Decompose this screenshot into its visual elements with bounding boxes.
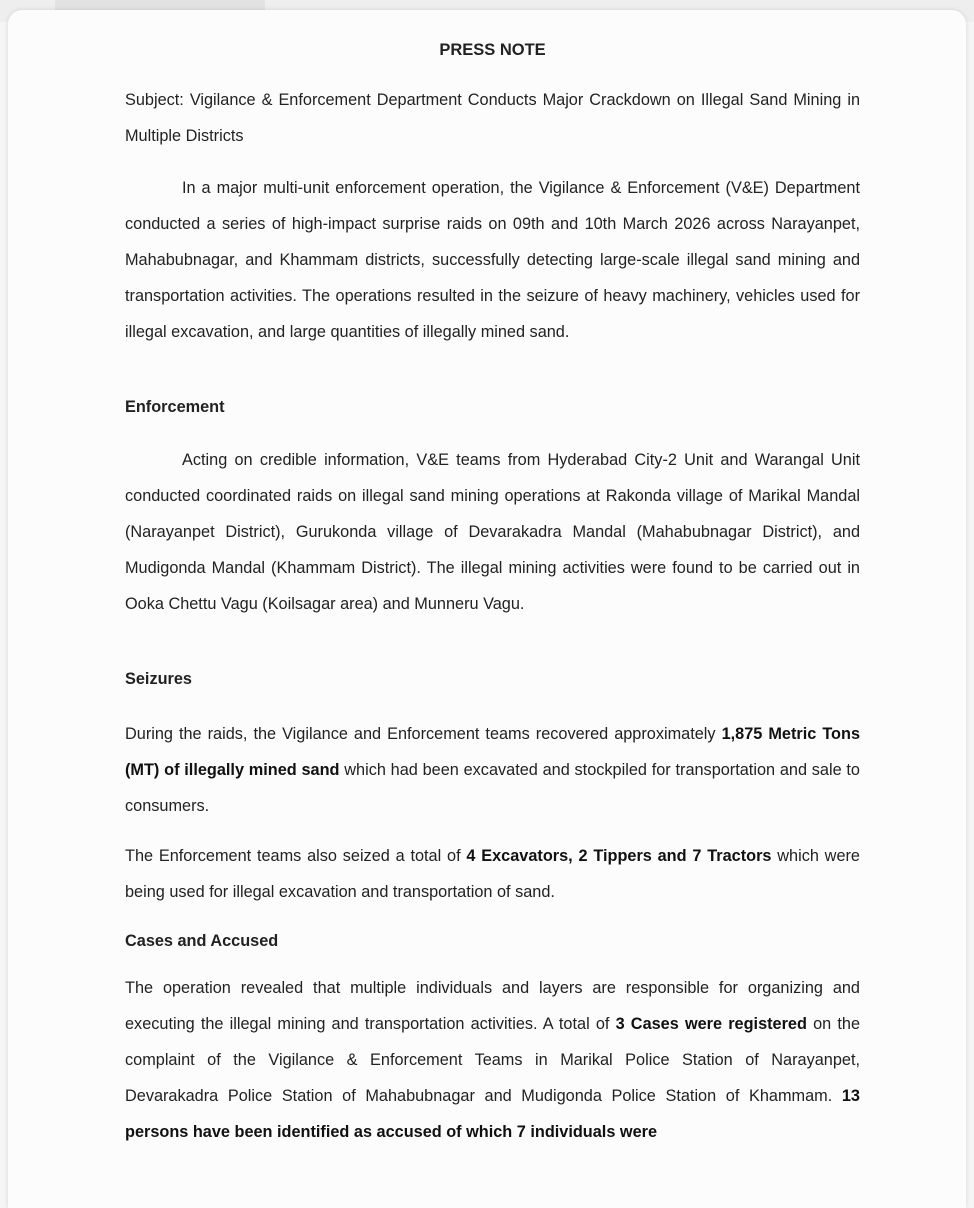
seizures-p2-text: The Enforcement teams also seized a total of <box>125 847 467 865</box>
vehicles-highlight: 4 Excavators, 2 Tippers and 7 Tractors <box>466 847 772 865</box>
cases-heading: Cases and Accused <box>125 932 279 950</box>
cases-paragraph <box>125 970 860 1150</box>
sand-quantity-highlight: 1,875 Metric Tons (MT) of illegally mined sand <box>125 725 860 779</box>
intro-paragraph: In a major multi-unit enforcement operation, the Vigilance & Enforcement (V&E) Department conducted a series of high-impact surprise raids on 09th and 10th March 2026 across Narayanpet, Mahabubnagar, and Khammam districts, successfully detecting large-scale illegal sand mining and transportation activities. The operations resulted in the seizure of heavy machinery, vehicles used for illegal excavation, and large quantities of illegally mined sand. <box>125 179 860 341</box>
enforcement-heading: Enforcement <box>125 398 225 416</box>
page-title: PRESS NOTE <box>439 41 546 59</box>
cases-text: The operation revealed that multiple individuals and layers are responsible for organizing and executing the illegal mining and transportation activities. A total of <box>125 979 860 1033</box>
seizures-paragraph-1 <box>125 716 860 824</box>
document-page <box>8 10 966 1208</box>
seizures-p2-text-end: which were being used for illegal excavation and transportation of sand. <box>125 847 860 901</box>
accused-highlight: 13 persons have been identified as accused of which 7 individuals were <box>125 1087 860 1141</box>
seizures-p1-text: During the raids, the Vigilance and Enforcement teams recovered approximately <box>125 725 722 743</box>
cases-registered-highlight: 3 Cases were registered <box>615 1015 807 1033</box>
seizures-heading: Seizures <box>125 670 192 688</box>
cases-text-mid: on the complaint of the Vigilance & Enforcement Teams in Marikal Police Station of Narayanpet, Devarakadra Police Station of Mahabubnagar and Mudigonda Police Station of Khammam. <box>125 1015 860 1105</box>
enforcement-paragraph: Acting on credible information, V&E teams from Hyderabad City-2 Unit and Warangal Unit conducted coordinated raids on illegal sand mining operations at Rakonda village of Marikal Mandal (Narayanpet District), Gurukonda village of Devarakadra Mandal (Mahabubnagar District), and Mudigonda Mandal (Khammam District). The illegal mining activities were found to be carried out in Ooka Chettu Vagu (Koilsagar area) and Munneru Vagu. <box>125 451 860 613</box>
subject-line: Subject: Vigilance & Enforcement Department Conducts Major Crackdown on Illegal Sand Mining in Multiple Districts <box>125 91 860 145</box>
seizures-p1-text-end: which had been excavated and stockpiled for transportation and sale to consumers. <box>125 761 860 815</box>
seizures-paragraph-2 <box>125 838 860 910</box>
